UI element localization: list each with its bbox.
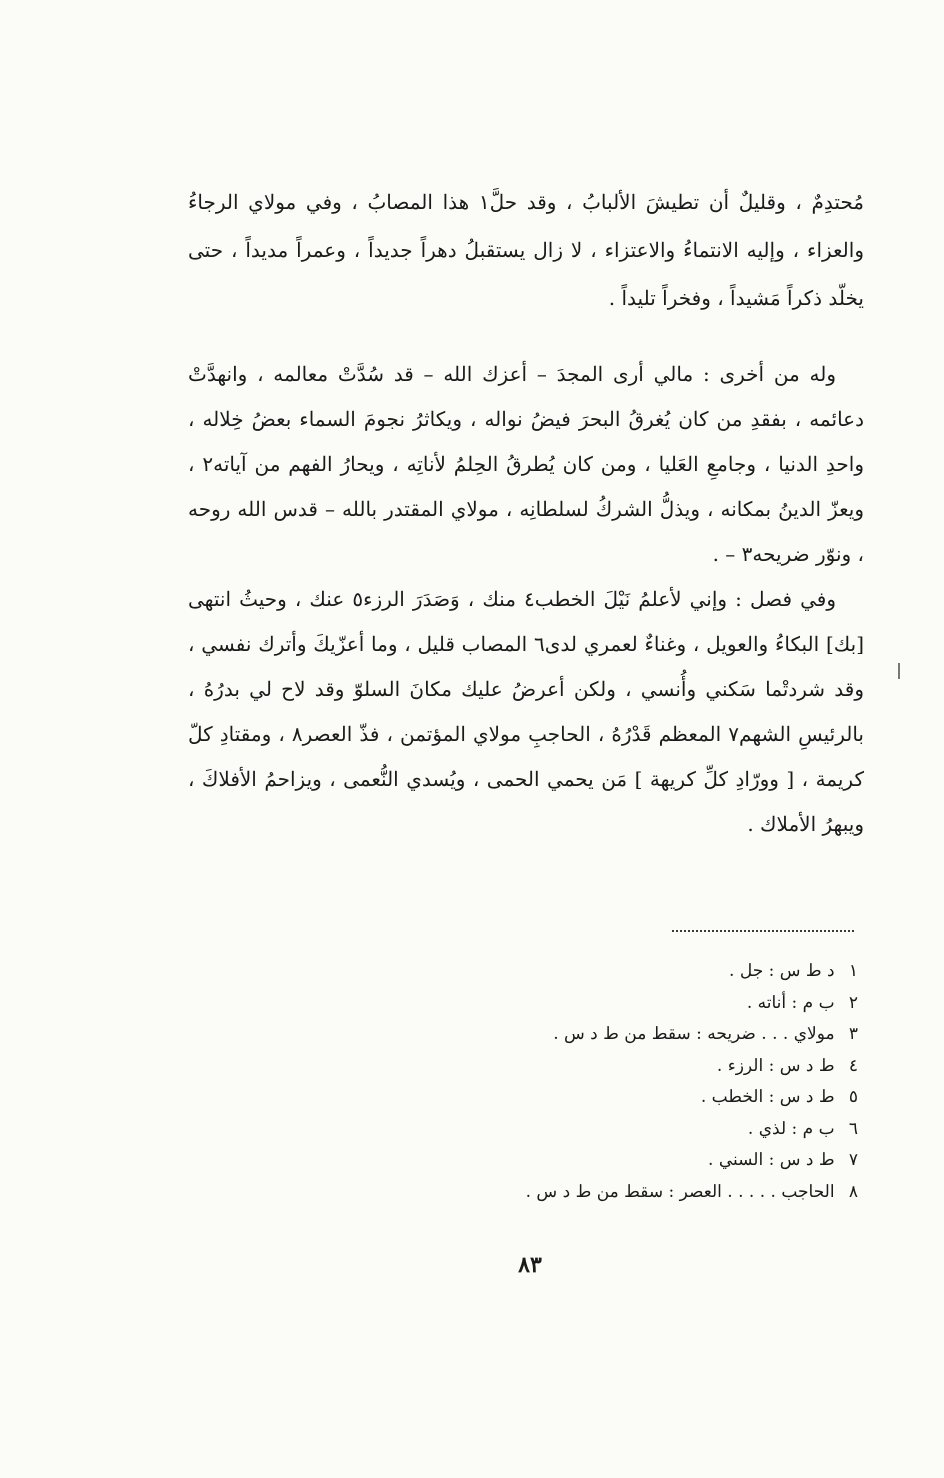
footnote-4: [330, 1051, 858, 1083]
footnotes: [330, 956, 858, 1208]
footnote-number: ٣: [848, 1024, 858, 1044]
page-number: ٨٣: [518, 1252, 542, 1278]
footnote-text: د ط س : جل .: [729, 961, 835, 981]
footnote-5: [330, 1082, 858, 1114]
footnote-number: ٧: [848, 1150, 858, 1170]
scan-mark: [898, 663, 900, 679]
footnote-number: ٤: [848, 1055, 858, 1076]
body-paragraph-2: وله من أخرى : مالي أرى المجدَ – أعزك الله – قد سُدَّتْ معالمه ، وانهدَّتْ دعائمه ، بفقدِ من كان يُغرقُ البحرَ فيضُ نواله ، ويكاثرُ نجومَ السماء بعضُ خِلاله ، واحدِ الدنيا ، وجامعِ العَليا ، ومن كان يُطرقُ الحِلمُ لأناتِه ، ويحارُ الفهم من آياته٢ ، ويعزّ الدينُ بمكانه ، ويذلُّ الشركُ لسلطانِه ، مولاي المقتدر بالله – قدس الله روحه ، ونوّر ضريحه٣ – .: [188, 362, 864, 566]
footnote-text: ط د س : السني .: [708, 1150, 835, 1170]
footnote-text: ب م : لذي .: [747, 1118, 835, 1139]
footnote-1: [330, 956, 858, 988]
footnote-8: [330, 1177, 858, 1209]
body-paragraph-3: وفي فصل : وإني لأعلمُ نَيْلَ الخطب٤ منك ، وَصَدَرَ الرزء٥ عنك ، وحيثُ انتهى [بك] البكاءُ والعويل ، وغناءٌ لعمري لدى٦ المصاب قليل ، وما أعزّيكَ وأترك نفسي ، وقد شردتْما سَكني وأُنسي ، ولكن أعرضُ عليك مكانَ السلوّ وقد لاح لي بدرُهُ ، بالرئيسِ الشهم٧ المعظم قَدْرُهُ ، الحاجبِ مولاي المؤتمن ، فذّ العصر٨ ، ومقتادِ كلّ كريمة ، [ وورّادِ كلِّ كريهة ] مَن يحمي الحمى ، ويُسدي النُّعمى ، ويزاحمُ الأفلاكَ ، ويبهرُ الأملاك .: [188, 587, 864, 836]
footnote-text: الحاجب . . . . . العصر : سقط من ط د س .: [525, 1181, 835, 1202]
footnote-text: ط د س : الرزء .: [716, 1055, 835, 1076]
footnote-7: [330, 1145, 858, 1177]
footnote-number: ٨: [848, 1181, 858, 1202]
footnote-text: ط د س : الخطب .: [700, 1087, 835, 1107]
footnote-6: [330, 1114, 858, 1146]
footnote-text: ب م : أناته .: [746, 992, 835, 1013]
footnote-2: [330, 988, 858, 1020]
footnote-text: مولاي . . . ضريحه : سقط من ط د س .: [553, 1024, 835, 1044]
body-paragraph-1: مُحتدِمٌ ، وقليلٌ أن تطيشَ الألبابُ ، وقد حلَّ١ هذا المصابُ ، وفي مولاي الرجاءُ والعزاء ، وإليه الانتماءُ والاعتزاء ، لا زال يستقبلُ دهراً جديداً ، وعمراً مديداً ، حتى يخلّد ذكراً مَشيداً ، وفخراً تليداً .: [188, 190, 864, 310]
footnote-separator: [672, 930, 854, 932]
footnote-number: ٥: [848, 1087, 858, 1107]
main-text: [188, 178, 864, 847]
footnote-number: ١: [848, 961, 858, 981]
footnote-number: ٦: [848, 1118, 858, 1139]
footnote-3: [330, 1019, 858, 1051]
footnote-number: ٢: [848, 992, 858, 1013]
